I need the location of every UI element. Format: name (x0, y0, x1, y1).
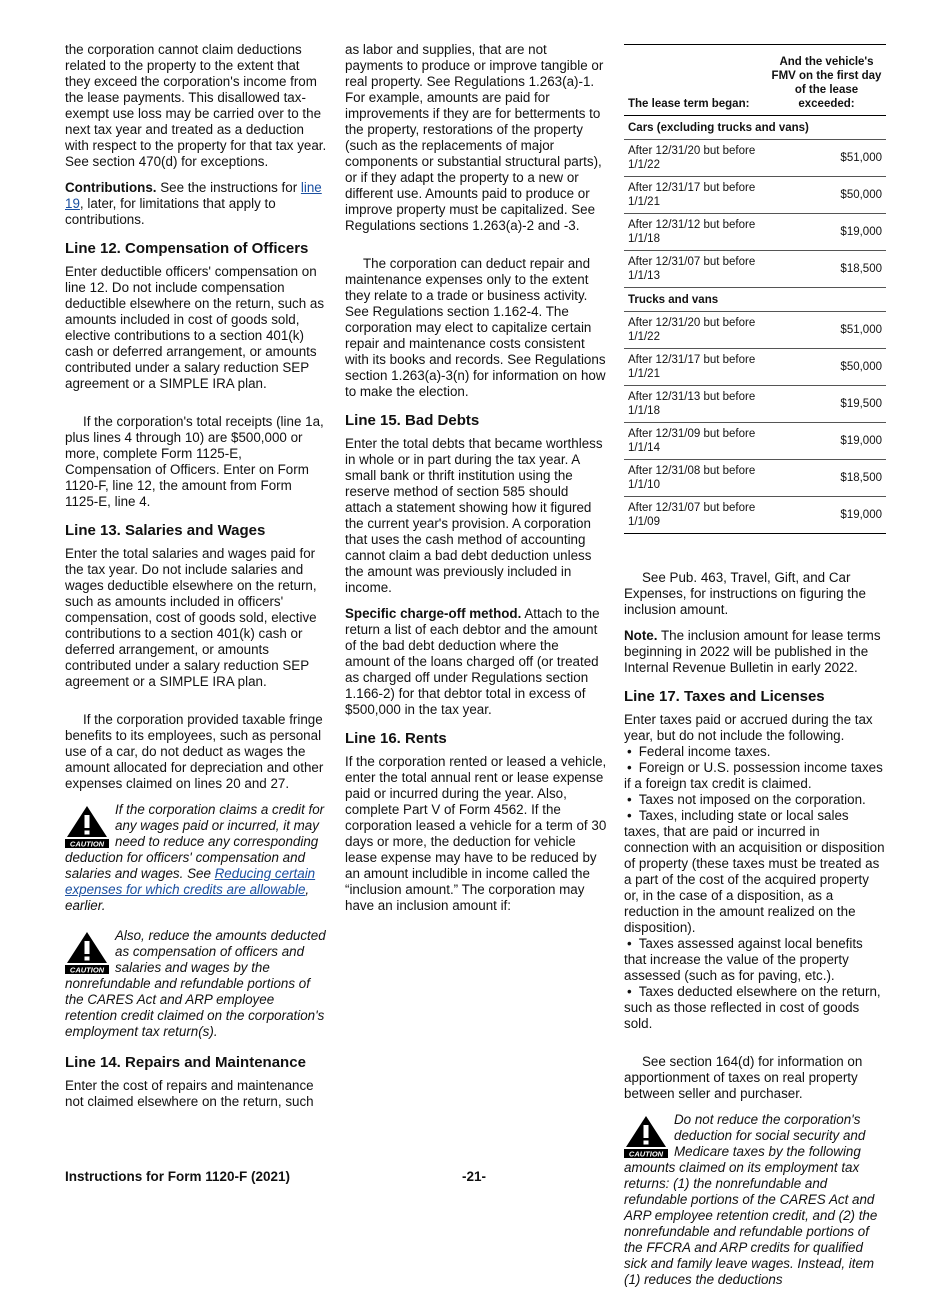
column-3 (624, 42, 886, 1302)
table-header-fmv: And the vehicle's FMV on the first day of the lease exceeded: (771, 56, 882, 110)
paragraph: If the corporation rented or leased a vehicle, enter the total annual rent or lease expense paid or incurred during the year. Also, complete Part V of Form 4562. If the corporation leased a vehicle for a term of 30 days or more, the deduction for vehicle lease expense may have to be reduced by an amount includible in income called the “inclusion amount.” The corporation may have an inclusion amount if: (345, 754, 607, 913)
list-item: • Taxes not imposed on the corporation. (624, 792, 886, 808)
footer-form-title: Instructions for Form 1120-F (2021) (65, 1169, 291, 1184)
run-in-heading: Specific charge-off method. (345, 606, 522, 621)
list-item: • Taxes, including state or local sales taxes, that are paid or incurred in connection with an acquisition or disposition of property (these taxes must be treated as a part of the cost of the acquired property or, in the case of a disposition, as a reduction in the amount realized on the disposition). (624, 808, 886, 936)
paragraph: See section 164(d) for information on apportionment of taxes on real property between seller and purchaser. (624, 1054, 863, 1101)
paragraph: Enter deductible officers' compensation on line 12. Do not include compensation deductible elsewhere on the return, such as amounts included in cost of goods sold, elective contributions to a section 401(k) cash or deferred arrangement, or amounts contributed under a salary reduction SEP agreement or a SIMPLE IRA plan. (65, 264, 325, 391)
caution-label: CAUTION (628, 1149, 664, 1158)
fmv-amount: $50,000 (767, 349, 886, 386)
list-item: • Taxes assessed against local benefits that increase the value of the property assessed (such as for paving, etc.). (624, 936, 886, 984)
fmv-amount: $19,000 (767, 214, 886, 251)
paragraph: The corporation can deduct repair and maintenance expenses only to the extent they relate to a trade or business activity. See Regulations section 1.162-4. The corporation may elect to capitalize certain repair and maintenance costs consistent with its books and records. See Regulations section 1.263(a)-3(n) for information on how to make the election. (345, 256, 606, 399)
paragraph: Enter the cost of repairs and maintenance not claimed elsewhere on the return, such (65, 1078, 314, 1109)
reducing-expenses-link[interactable]: Reducing certain expenses for which credits are allowable (65, 866, 316, 897)
text: See the instructions for (156, 180, 301, 195)
table-row (624, 460, 886, 497)
table-row (624, 497, 886, 534)
charge-off-paragraph (345, 606, 607, 718)
list-item: • Taxes deducted elsewhere on the return, such as those reflected in cost of goods sold. (624, 984, 886, 1032)
lease-term: After 12/31/20 but before 1/1/22 (624, 312, 767, 349)
caution-text: , earlier. (65, 882, 310, 913)
list-item: • Foreign or U.S. possession income taxes if a foreign tax credit is claimed. (624, 760, 886, 792)
lease-term: After 12/31/09 but before 1/1/14 (624, 423, 767, 460)
paragraph: If the corporation's total receipts (line 1a, plus lines 4 through 10) are $500,000 or more, complete Form 1125-E, Compensation of Officers. Enter on Form 1120-F, line 12, the amount from Form 1125-E, line 4. (65, 414, 324, 509)
lease-term: After 12/31/17 but before 1/1/21 (624, 349, 767, 386)
paragraph: See Pub. 463, Travel, Gift, and Car Expenses, for instructions on figuring the inclusion amount. (624, 570, 866, 617)
lease-term: After 12/31/07 but before 1/1/13 (624, 251, 767, 288)
fmv-amount: $19,000 (767, 497, 886, 534)
caution-icon (65, 930, 109, 974)
run-in-heading: Note. (624, 628, 658, 643)
heading-line-13: Line 13. Salaries and Wages (65, 522, 266, 539)
contributions-paragraph (65, 180, 327, 228)
paragraph: the corporation cannot claim deductions related to the property to the extent that they exceed the corporation's income from the lease payments. This disallowed tax-exempt use loss may be carried over to the next tax year and treated as a deduction with respect to the property for that tax year. See section 470(d) for exceptions. (65, 42, 327, 169)
paragraph: If the corporation provided taxable fringe benefits to its employees, such as personal use of a car, do not deduct as wages the amount allocated for depreciation and other expenses claimed on lines 20 and 27. (65, 712, 324, 791)
fmv-amount: $51,000 (767, 140, 886, 177)
table-header-lease-term: The lease term began: (628, 98, 750, 110)
paragraph: Enter taxes paid or accrued during the tax year, but do not include the following. (624, 712, 873, 743)
excluded-taxes-list (624, 744, 886, 1032)
paragraph: Enter the total salaries and wages paid for the tax year. Do not include salaries and wages deductible elsewhere on the return, such as amounts included in officers' compensation, cost of goods sold, elective contributions to a section 401(k) cash or deferred arrangement, or amounts contributed under a salary reduction SEP agreement or a SIMPLE IRA plan. (65, 546, 317, 689)
lease-term: After 12/31/08 but before 1/1/10 (624, 460, 767, 497)
table-row (624, 251, 886, 288)
lease-term: After 12/31/07 but before 1/1/09 (624, 497, 767, 534)
fmv-amount: $19,000 (767, 423, 886, 460)
category-trucks: Trucks and vans (624, 288, 886, 312)
caution-note (65, 802, 327, 914)
table-row (624, 386, 886, 423)
fmv-amount: $19,500 (767, 386, 886, 423)
heading-line-17: Line 17. Taxes and Licenses (624, 688, 825, 705)
lease-term: After 12/31/12 but before 1/1/18 (624, 214, 767, 251)
caution-icon (65, 804, 109, 848)
note-paragraph (624, 628, 886, 676)
caution-note (65, 928, 327, 1040)
table-row (624, 423, 886, 460)
line-19-link[interactable]: line 19 (65, 180, 322, 211)
lease-term: After 12/31/13 but before 1/1/18 (624, 386, 767, 423)
caution-text: If the corporation claims a credit for any wages paid or incurred, it may need to reduce any corresponding deduction for officers' compensation and salaries and wages. See (65, 802, 325, 881)
table-row (624, 177, 886, 214)
inclusion-amount-table (624, 44, 886, 534)
text: , later, for limitations that apply to contributions. (65, 196, 276, 227)
caution-text: Also, reduce the amounts deducted as compensation of officers and salaries and wages by the nonrefundable and refundable portions of the CARES Act and ARP employee retention credit claimed on the corporation's employment tax return(s). (65, 928, 326, 1039)
paragraph: as labor and supplies, that are not payments to produce or improve tangible or real property. See Regulations 1.263(a)-1. For example, amounts are paid for improvements if they are for betterments to the property, restorations of the property (such as the replacements of major components or substantial structural parts), or if they adapt the property to a new or different use. Amounts paid to produce or improve property must be capitalized. See Regulations sections 1.263(a)-2 and -3. (345, 42, 604, 233)
fmv-amount: $18,500 (767, 251, 886, 288)
text: Attach to the return a list of each debtor and the amount of the bad debt deduction where the amount of the loans charged off (or treated as charged off under Regulations section 1.166-2) for that debtor total in excess of $500,000 in the tax year. (345, 606, 600, 717)
column-2 (345, 42, 607, 924)
lease-term: After 12/31/20 but before 1/1/22 (624, 140, 767, 177)
caution-icon (624, 1114, 668, 1158)
table-row (624, 214, 886, 251)
heading-line-12: Line 12. Compensation of Officers (65, 240, 309, 257)
text: The inclusion amount for lease terms beginning in 2022 will be published in the Internal Revenue Bulletin in early 2022. (624, 628, 881, 675)
caution-label: CAUTION (69, 839, 105, 848)
paragraph: Enter the total debts that became worthless in whole or in part during the tax year. A small bank or thrift institution using the reserve method of section 585 should attach a statement showing how it figured the current year's provision. A corporation that uses the cash method of accounting cannot claim a bad debt deduction unless the amount was previously included in income. (345, 436, 603, 595)
fmv-amount: $18,500 (767, 460, 886, 497)
fmv-amount: $50,000 (767, 177, 886, 214)
category-cars: Cars (excluding trucks and vans) (624, 116, 886, 140)
caution-text: Do not reduce the corporation's deduction for social security and Medicare taxes by the following amounts claimed on its employment tax returns: (1) the nonrefundable and refundable portions of the CARES Act and ARP employee retention credit, and (2) the nonrefundable and refundable portions of the FFCRA and ARP credits for qualified sick and family leave wages. Instead, item (1) reduces the deductions (624, 1112, 878, 1287)
caution-note (624, 1112, 886, 1288)
heading-line-14: Line 14. Repairs and Maintenance (65, 1054, 306, 1071)
page-number: -21- (462, 1169, 487, 1184)
heading-line-16: Line 16. Rents (345, 730, 447, 747)
fmv-amount: $51,000 (767, 312, 886, 349)
list-item: • Federal income taxes. (624, 744, 886, 760)
table-row (624, 140, 886, 177)
table-row (624, 312, 886, 349)
caution-label: CAUTION (69, 965, 105, 974)
column-1 (65, 42, 327, 1120)
run-in-heading: Contributions. (65, 180, 157, 195)
lease-term: After 12/31/17 but before 1/1/21 (624, 177, 767, 214)
heading-line-15: Line 15. Bad Debts (345, 412, 480, 429)
table-row (624, 349, 886, 386)
